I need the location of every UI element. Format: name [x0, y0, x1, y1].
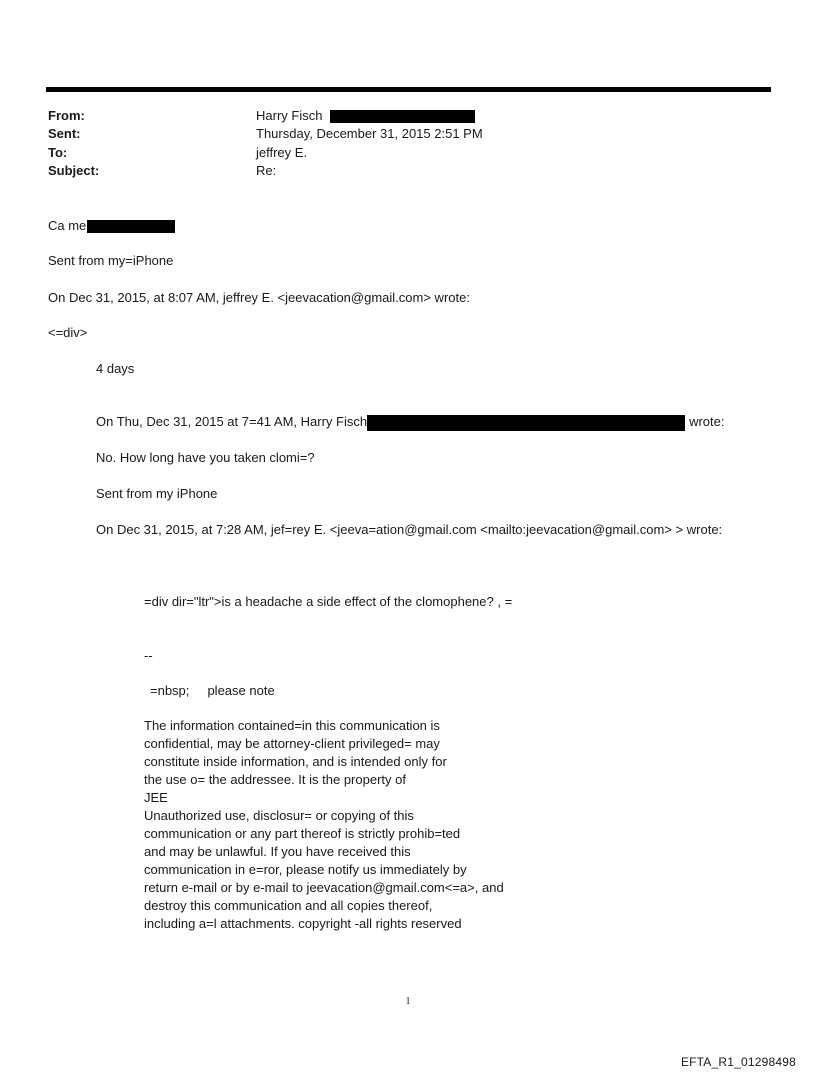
sent-label: Sent: — [48, 126, 81, 141]
bates-number: EFTA_R1_01298498 — [680, 1055, 796, 1069]
disclaimer-line: the use o= the addressee. It is the property of — [144, 772, 406, 787]
disclaimer-line: including a=l attachments. copyright -all rights reserved — [144, 916, 462, 931]
disclaimer-line: The information contained=in this communication is — [144, 718, 440, 733]
call-me-text: Ca me — [48, 218, 87, 233]
from-label: From: — [48, 108, 85, 123]
sent-value: Thursday, December 31, 2015 2:51 PM — [256, 126, 483, 141]
disclaimer-line: Unauthorized use, disclosur= or copying of this — [144, 808, 414, 823]
subject-value: Re: — [256, 163, 277, 178]
page-number: 1 — [405, 996, 411, 1007]
redaction-box — [330, 110, 475, 123]
div-ltr-text: =div dir="ltr">is a headache a side effect of the clomophene? , = — [144, 594, 513, 609]
sender-name: Harry Fisch — [256, 108, 323, 123]
sent-from-iphone-1: Sent from my=iPhone — [48, 253, 174, 268]
disclaimer-line: communication in e=ror, please notify us immediately by — [144, 862, 467, 877]
to-value: jeffrey E. — [256, 145, 308, 160]
question-text: No. How long have you taken clomi=? — [96, 450, 315, 465]
disclaimer-paragraph — [144, 717, 564, 933]
please-note-text: =nbsp; please note — [150, 683, 275, 698]
disclaimer-line: destroy this communication and all copies thereof, — [144, 898, 433, 913]
quoted-header-2-suffix: wrote: — [689, 414, 725, 429]
disclaimer-line: return e-mail or by e-mail to jeevacation@gmail.com<=a>, and — [144, 880, 504, 895]
to-label: To: — [48, 145, 68, 160]
quoted-header-1: On Dec 31, 2015, at 8:07 AM, jeffrey E. <jeevacation@gmail.com> wrote: — [48, 290, 470, 305]
disclaimer-line: confidential, may be attorney-client privileged= may — [144, 736, 440, 751]
signature-dashes: -- — [144, 648, 153, 663]
quoted-header-3: On Dec 31, 2015, at 7:28 AM, jef=rey E. <jeeva=ation@gmail.com <mailto:jeevacation@gmail.com> > wrote: — [96, 522, 723, 537]
disclaimer-line: communication or any part thereof is strictly prohib=ted — [144, 826, 461, 841]
div-tag-text: <=div> — [48, 325, 88, 340]
redaction-box — [367, 415, 685, 431]
subject-label: Subject: — [48, 163, 100, 178]
quoted-header-2-prefix: On Thu, Dec 31, 2015 at 7=41 AM, Harry Fisch — [96, 414, 368, 429]
disclaimer-line: JEE — [144, 790, 168, 805]
call-me-line — [48, 218, 175, 234]
header-rule — [46, 87, 771, 92]
disclaimer-line: and may be unlawful. If you have received this — [144, 844, 411, 859]
quoted-header-2 — [96, 414, 725, 431]
four-days-text: 4 days — [96, 361, 135, 376]
sent-from-iphone-2: Sent from my iPhone — [96, 486, 218, 501]
disclaimer-line: constitute inside information, and is intended only for — [144, 754, 447, 769]
redaction-box — [87, 220, 175, 233]
from-value — [256, 108, 475, 124]
